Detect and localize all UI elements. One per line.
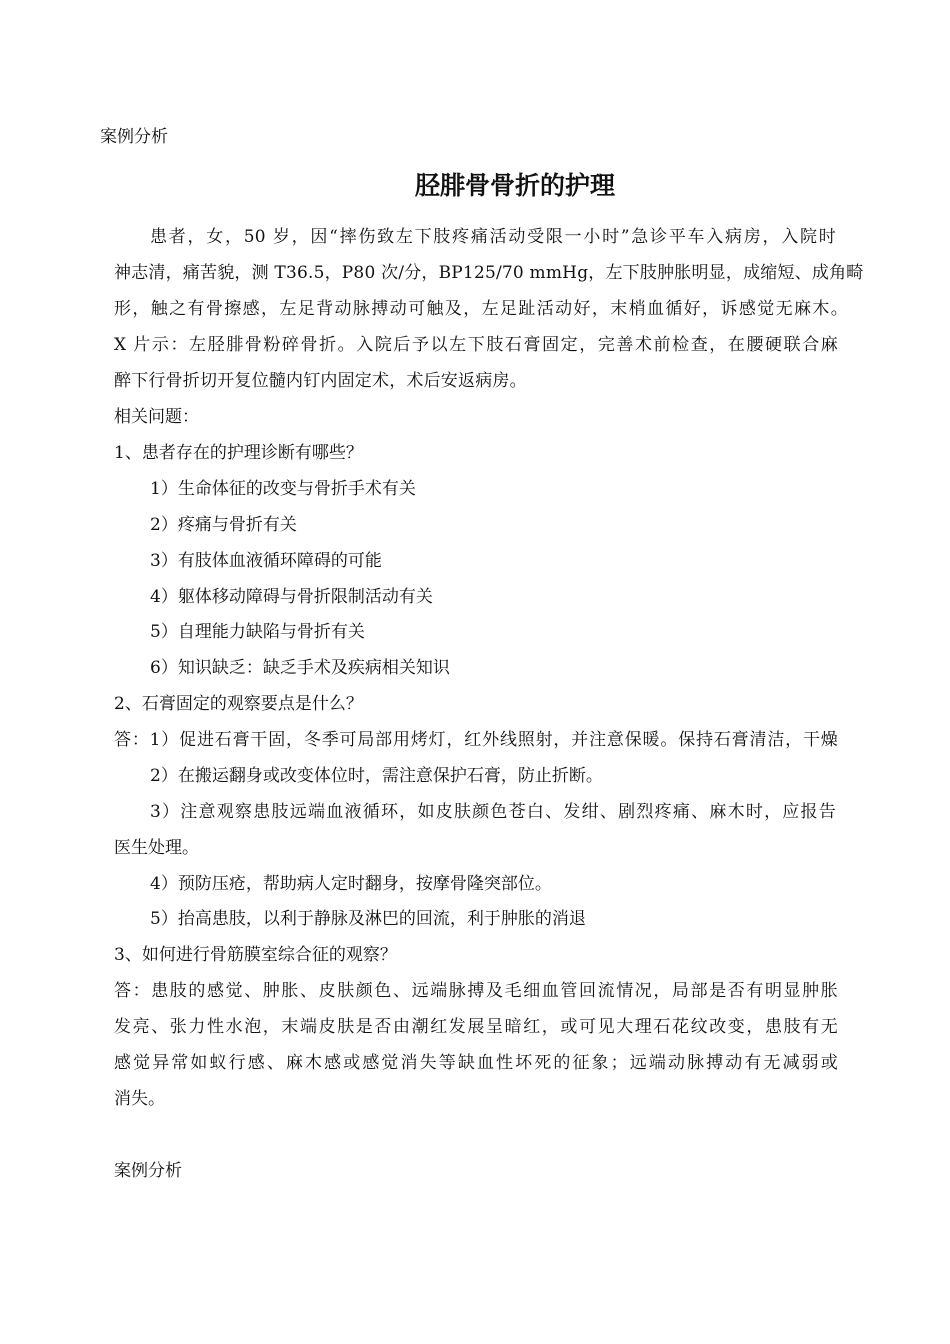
case-line-1: 患者，女，50 岁，因“摔伤致左下肢疼痛活动受限一小时”急诊平车入病房，入院时 (150, 227, 836, 247)
q3-answer-line-1: 答：患肢的感觉、肿胀、皮肤颜色、远端脉搏及毛细血管回流情况，局部是否有明显肿胀 (114, 981, 838, 1001)
case-line-2: 神志清，痛苦貌，测 T36.5，P80 次/分，BP125/70 mmHg，左下肢肿胀明显，成缩短、成角畸 (114, 263, 864, 283)
case-line-4: X 片示：左胫腓骨粉碎骨折。入院后予以左下肢石膏固定，完善术前检查，在腰硬联合麻 (114, 335, 838, 355)
case-line-5: 醉下行骨折切开复位髓内钉内固定术，术后安返病房。 (114, 371, 527, 391)
q1-item-5: 5）自理能力缺陷与骨折有关 (150, 622, 365, 642)
question-3: 3、如何进行骨筋膜室综合征的观察？ (114, 945, 397, 965)
question-2: 2、石膏固定的观察要点是什么？ (114, 694, 363, 714)
q1-item-1: 1）生命体征的改变与骨折手术有关 (150, 479, 416, 499)
header-label: 案例分析 (100, 127, 168, 147)
q3-answer-line-2: 发亮、张力性水泡，末端皮肤是否由潮红发展呈暗红，或可见大理石花纹改变，患肢有无 (114, 1017, 838, 1037)
q2-answer-line-5: 4）预防压疮，帮助病人定时翻身，按摩骨隆突部位。 (150, 874, 552, 894)
q2-answer-line-4: 医生处理。 (114, 838, 199, 858)
q2-answer-line-3: 3）注意观察患肢远端血液循环，如皮肤颜色苍白、发绀、剧烈疼痛、麻木时，应报告 (150, 802, 836, 822)
q3-answer-line-3: 感觉异常如蚁行感、麻木感或感觉消失等缺血性坏死的征象；远端动脉搏动有无减弱或 (114, 1053, 838, 1073)
question-1: 1、患者存在的护理诊断有哪些？ (114, 443, 363, 463)
footer-label: 案例分析 (114, 1161, 182, 1181)
case-line-3: 形，触之有骨擦感，左足背动脉搏动可触及，左足趾活动好，末梢血循好，诉感觉无麻木。 (114, 299, 848, 319)
q2-answer-line-6: 5）抬高患肢，以利于静脉及淋巴的回流，利于肿胀的消退 (150, 909, 586, 929)
q3-answer-line-4: 消失。 (114, 1089, 165, 1109)
q1-item-4: 4）躯体移动障碍与骨折限制活动有关 (150, 587, 433, 607)
q2-answer-line-1: 答：1）促进石膏干固，冬季可局部用烤灯，红外线照射，并注意保暖。保持石膏清洁，干燥 (114, 730, 838, 750)
q1-item-6: 6）知识缺乏：缺乏手术及疾病相关知识 (150, 658, 450, 678)
related-questions-label: 相关问题： (114, 407, 199, 427)
q1-item-3: 3）有肢体血液循环障碍的可能 (150, 551, 382, 571)
page-title: 胫腓骨骨折的护理 (414, 171, 615, 200)
q2-answer-line-2: 2）在搬运翻身或改变体位时，需注意保护石膏，防止折断。 (150, 766, 603, 786)
q1-item-2: 2）疼痛与骨折有关 (150, 515, 297, 535)
